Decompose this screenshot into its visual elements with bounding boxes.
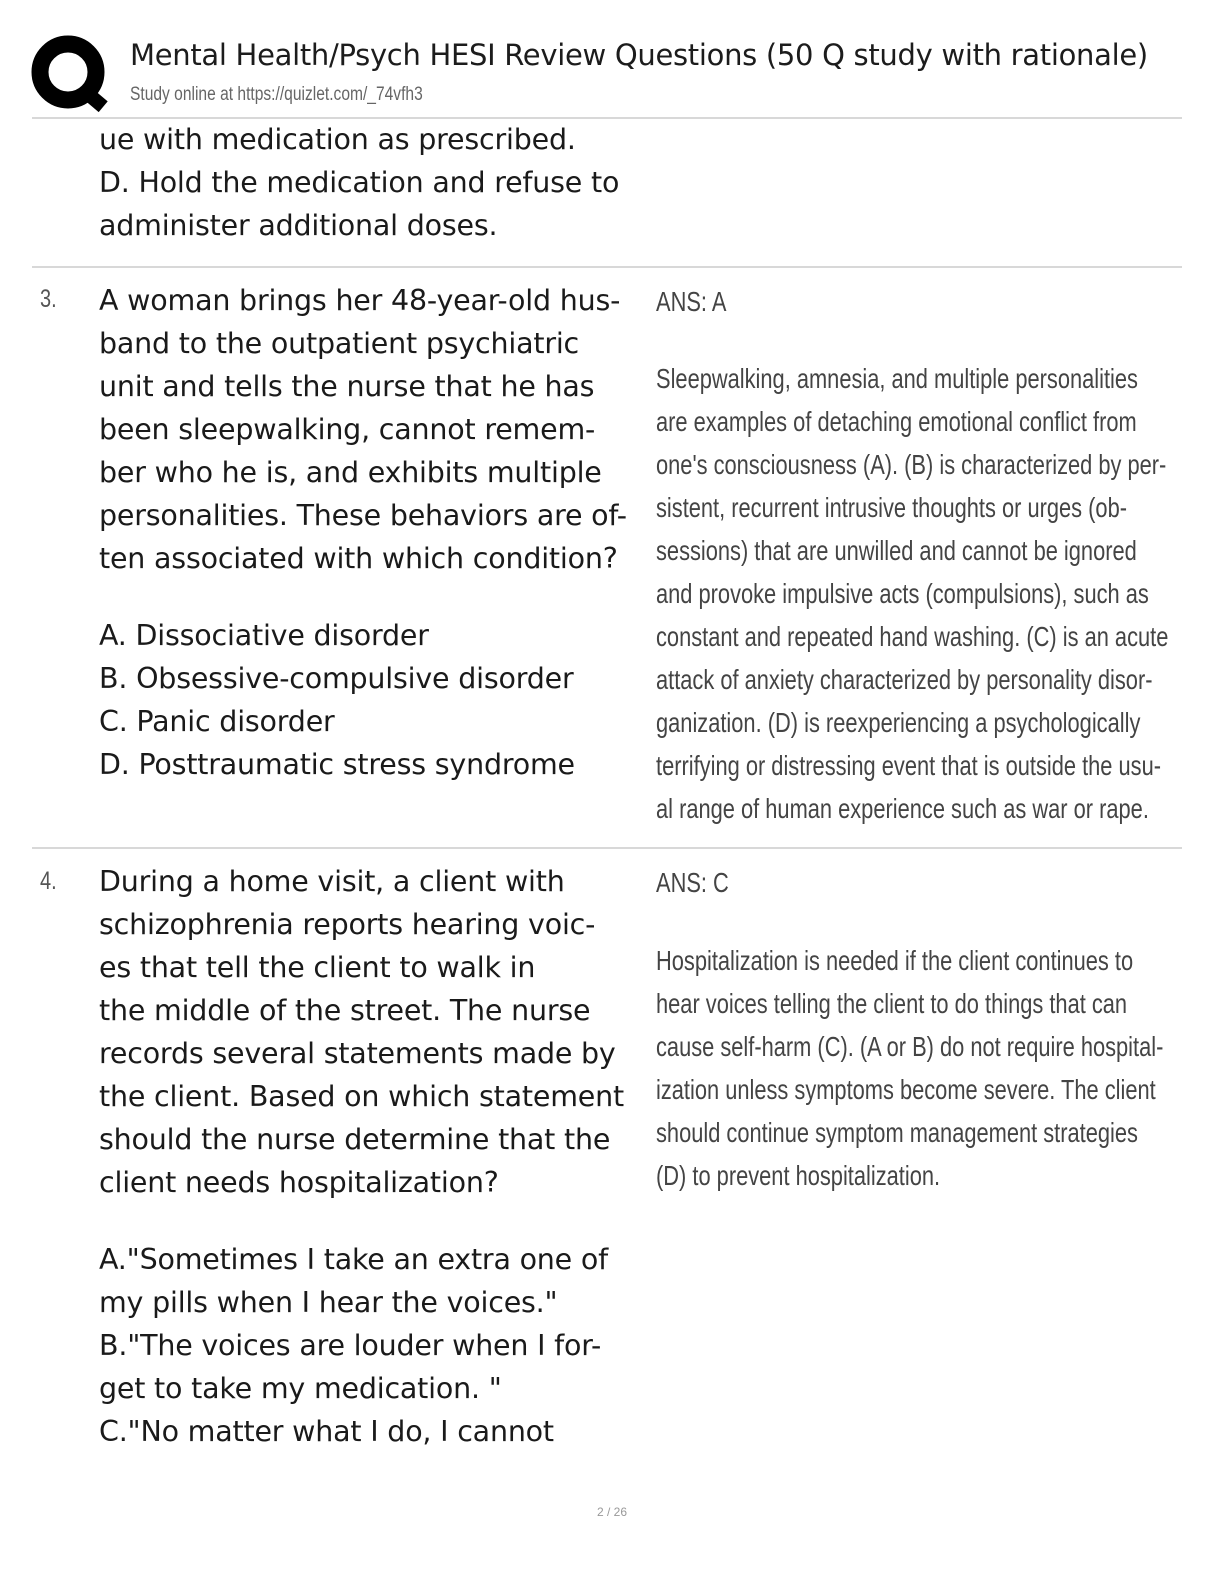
rationale-line: (D) to prevent hospitalization. bbox=[656, 1160, 941, 1191]
stem-line: the client. Based on which statement bbox=[99, 1080, 624, 1113]
question-options bbox=[99, 614, 659, 786]
stem-line: the middle of the street. The nurse bbox=[99, 994, 591, 1027]
continued-line: D. Hold the medication and refuse to bbox=[99, 166, 620, 199]
page-header bbox=[0, 0, 1224, 118]
option-a-cont: my pills when I hear the voices." bbox=[99, 1286, 558, 1319]
stem-line: ber who he is, and exhibits multiple bbox=[99, 456, 602, 489]
option-b: B. Obsessive-compulsive disorder bbox=[99, 662, 574, 695]
continued-line: administer additional doses. bbox=[99, 209, 498, 242]
stem-line: A woman brings her 48-year-old hus- bbox=[99, 284, 621, 317]
stem-line: records several statements made by bbox=[99, 1037, 616, 1070]
question-stem bbox=[99, 279, 659, 580]
option-c: C. Panic disorder bbox=[99, 705, 335, 738]
stem-line: unit and tells the nurse that he has bbox=[99, 370, 595, 403]
rationale-line: al range of human experience such as war or rape. bbox=[656, 793, 1149, 824]
stem-line: client needs hospitalization? bbox=[99, 1166, 499, 1199]
rationale-line: ganization. (D) is reexperiencing a psychologically bbox=[656, 707, 1141, 738]
question-number: 4. bbox=[40, 867, 57, 895]
rationale-line: cause self-harm (C). (A or B) do not require hospital- bbox=[656, 1031, 1164, 1062]
rationale-line: should continue symptom management strategies bbox=[656, 1117, 1138, 1148]
continued-line: ue with medication as prescribed. bbox=[99, 123, 576, 156]
answer-label: ANS: A bbox=[656, 286, 727, 317]
option-b: B."The voices are louder when I for- bbox=[99, 1329, 602, 1362]
rationale bbox=[656, 357, 1169, 830]
stem-line: should the nurse determine that the bbox=[99, 1123, 611, 1156]
rationale-line: Sleepwalking, amnesia, and multiple personalities bbox=[656, 363, 1138, 394]
rationale-line: terrifying or distressing event that is outside the usu- bbox=[656, 750, 1162, 781]
rationale-line: one's consciousness (A). (B) is characterized by per- bbox=[656, 449, 1167, 480]
quizlet-logo-icon bbox=[30, 34, 110, 114]
question-divider bbox=[32, 266, 1182, 268]
rationale-line: hear voices telling the client to do things that can bbox=[656, 988, 1128, 1019]
document-title: Mental Health/Psych HESI Review Questions (50 Q study with rationale) bbox=[130, 38, 1148, 72]
question-options bbox=[99, 1238, 659, 1453]
rationale-line: constant and repeated hand washing. (C) is an acute bbox=[656, 621, 1169, 652]
rationale-line: attack of anxiety characterized by personality disor- bbox=[656, 664, 1153, 695]
stem-line: ten associated with which condition? bbox=[99, 542, 618, 575]
question-number: 3. bbox=[40, 285, 57, 313]
continued-options bbox=[99, 118, 659, 247]
rationale-line: sessions) that are unwilled and cannot be ignored bbox=[656, 535, 1137, 566]
rationale-line: and provoke impulsive acts (compulsions), such as bbox=[656, 578, 1149, 609]
rationale-line: ization unless symptoms become severe. The client bbox=[656, 1074, 1156, 1105]
question-stem bbox=[99, 860, 659, 1204]
option-d: D. Posttraumatic stress syndrome bbox=[99, 748, 575, 781]
stem-line: band to the outpatient psychiatric bbox=[99, 327, 580, 360]
stem-line: During a home visit, a client with bbox=[99, 865, 565, 898]
page-indicator: 2 / 26 bbox=[596, 1505, 628, 1519]
rationale-line: are examples of detaching emotional conflict from bbox=[656, 406, 1137, 437]
rationale bbox=[656, 939, 1164, 1197]
rationale-line: Hospitalization is needed if the client continues to bbox=[656, 945, 1134, 976]
stem-line: es that tell the client to walk in bbox=[99, 951, 536, 984]
rationale-line: sistent, recurrent intrusive thoughts or urges (ob- bbox=[656, 492, 1127, 523]
option-a: A. Dissociative disorder bbox=[99, 619, 429, 652]
stem-line: personalities. These behaviors are of- bbox=[99, 499, 627, 532]
stem-line: been sleepwalking, cannot remem- bbox=[99, 413, 596, 446]
option-c: C."No matter what I do, I cannot bbox=[99, 1415, 554, 1448]
stem-line: schizophrenia reports hearing voic- bbox=[99, 908, 596, 941]
option-b-cont: get to take my medication. " bbox=[99, 1372, 502, 1405]
study-link[interactable]: Study online at https://quizlet.com/_74vfh3 bbox=[130, 84, 423, 105]
answer-label: ANS: C bbox=[656, 867, 729, 898]
option-a: A."Sometimes I take an extra one of bbox=[99, 1243, 608, 1276]
question-divider bbox=[32, 847, 1182, 849]
